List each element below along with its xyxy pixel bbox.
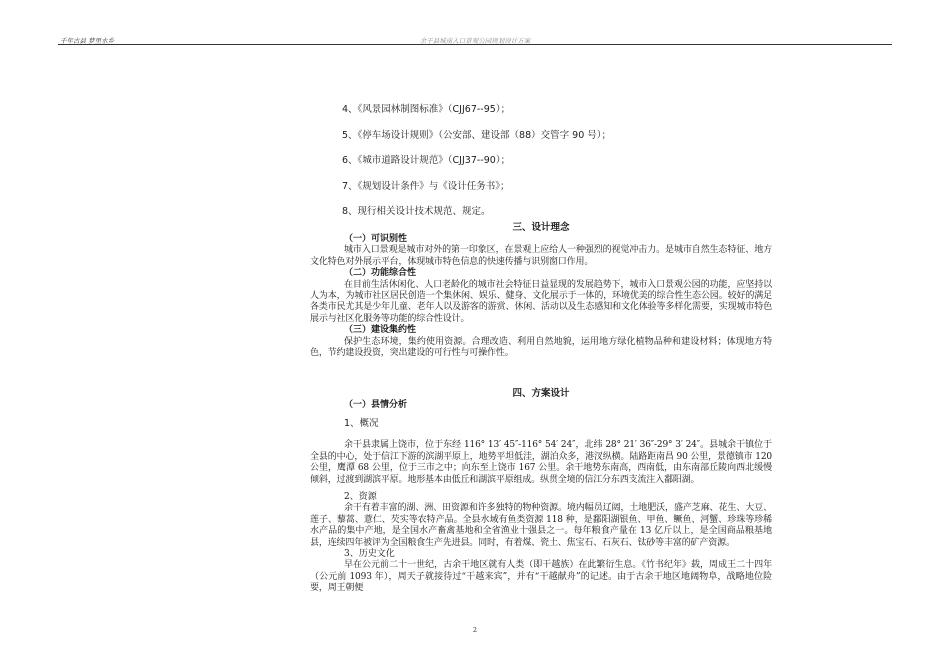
subheading: （二）功能综合性 [344,268,417,279]
header-left-text: 千年古县 梦里水乡 [60,37,115,45]
section-title-design-concept: 三、设计理念 [512,222,570,233]
subheading: （一）县情分析 [344,400,408,411]
list-item: 4、《风景园林制图标准》（CJJ67--95）； [342,104,511,115]
paragraph: 余干县隶属上饶市，位于东经 116° 13′ 45″-116° 54′ 24″，北纬 28° 21′ 36″-29° 3′ 24″。县城余干镇位于全县的中心，处于信江下游的滨湖平原上，地势平坦低洼，湖泊众多，港汊纵横。陆路距南昌 90 公里，景德镇市 120 公里，鹰潭 68 公里，位于三市之中；向东至上饶市 167 公里。余干地势东南高，西南低，由东南部丘陵向西北缓慢倾斜，过渡到湖滨平原。地形基本由低丘和湖滨平原组成。纵贯全境的信江分东西支流注入鄱阳湖。 [310,440,772,485]
page-number: 2 [472,626,478,634]
paragraph: 早在公元前二十一世纪，古余干地区就有人类（即干越族）在此繁衍生息。《竹书纪年》载，周成王二十四年（公元前 1093 年），周天子就接待过“干越来宾”，并有“干越献舟”的记述。由于古余干地区地阔物阜，战略地位险要，周王朝便 [310,560,772,594]
paragraph: 在目前生活休闲化、人口老龄化的城市社会特征日益显现的发展趋势下，城市入口景观公园的功能，应坚持以人为本，为城市社区居民创造一个集休闲、娱乐、健身、文化展示于一体的，环境优美的综合性生态公园。较好的满足各类市民尤其是少年儿童、老年人以及游客的游赏、休闲、活动以及生态感知和文化体验等多样化需要，实现城市特色展示与社区化服务等功能的综合性设计。 [310,279,772,324]
paragraph: 余干有着丰富的湖、洲、田资源和许多独特的物种资源。境内幅员辽阔，土地肥沃，盛产芝麻、花生、大豆、莲子、藜蒿、薏仁、芡实等农特产品。全县水域有鱼类资源 118 种，是鄱阳湖银鱼、甲鱼、鳜鱼、河蟹、珍珠等珍稀水产品的集中产地，是全国水产畜禽基地和全省渔业十强县之一。每年粮食产量在 13 亿斤以上，是全国商品粮基地县，连续四年被评为全国粮食生产先进县。同时，有着煤、瓷土、焦宝石、石灰石、钛砂等丰富的矿产资源。 [310,503,772,548]
header-rule [58,44,892,45]
paragraph: 城市入口景观是城市对外的第一印象区，在景观上应给人一种强烈的视觉冲击力。是城市自然生态特征、地方文化特色对外展示平台，体现城市特色信息的快速传播与识别窗口作用。 [310,245,772,267]
list-item: 5、《停车场设计规则》（公安部、建设部（88）交管字 90 号）； [342,129,612,141]
reference-list [342,104,802,232]
list-item: 8、现行相关设计技术规范、规定。 [342,206,491,217]
paragraph: 保护生态环境，集约使用资源。合理改造、利用自然地貌，运用地方绿化植物品种和建设材料；体现地方特色，节约建设投资，突出建设的可行性与可操作性。 [310,336,772,359]
header-title: 余干县城南入口景观公园规划设计方案 [419,37,531,45]
item-heading: 1、概况 [344,417,379,429]
item-heading: 3、历史文化 [344,548,395,559]
section-title-scheme-design: 四、方案设计 [512,388,570,400]
subheading: （三）建设集约性 [344,325,417,336]
subheading: （一）可识别性 [344,234,408,244]
item-heading: 2、资源 [344,491,377,502]
document-body [310,222,772,595]
list-item: 7、《规划设计条件》与《设计任务书》； [342,180,510,192]
list-item: 6、《城市道路设计规范》（CJJ37--90）； [342,155,511,166]
